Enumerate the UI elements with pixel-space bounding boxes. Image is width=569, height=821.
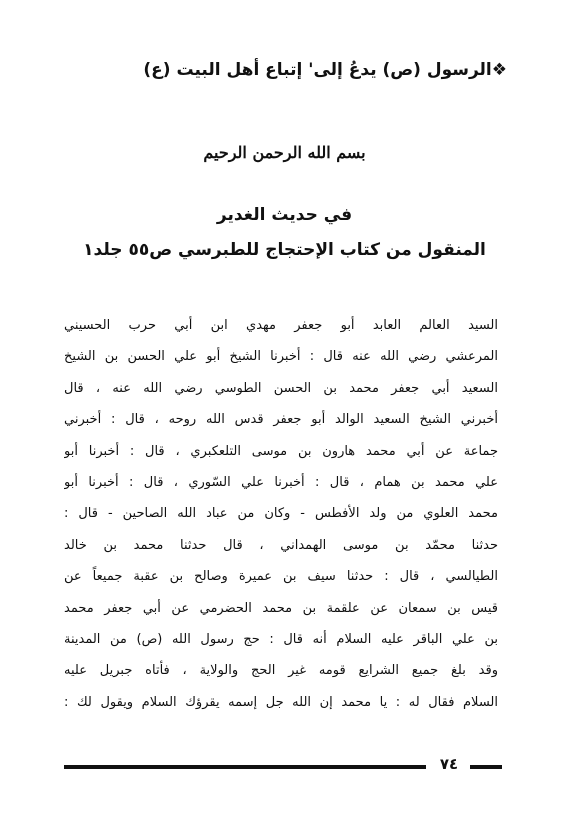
text-line: حدثنا محمّد بن موسى الهمداني ، قال حدثنا محمد بن خالد bbox=[64, 537, 498, 553]
text-line: السعيد أبي جعفر محمد بن الحسن الطوسي رضي الله عنه ، قال bbox=[64, 380, 498, 396]
text-line: محمد العلوي من ولد الأفطس - وكان من عباد الله الصاحين - قال : bbox=[64, 506, 498, 522]
text-line: وقد بلغ جميع الشرايع قومه غير الحج والولاية ، فأتاه جبريل عليه bbox=[64, 663, 498, 679]
text-line: الطيالسي ، قال : حدثنا سيف بن عميرة وصالح بن عقبة جميعاً عن bbox=[64, 569, 498, 585]
text-line: السلام فقال له : يا محمد إن الله جل إسمه يقرؤك السلام ويقول لك : bbox=[64, 694, 498, 710]
text-line: قيس بن سمعان عن علقمة بن محمد الحضرمي عن أبي جعفر محمد bbox=[64, 600, 498, 616]
section-subtitle: المنقول من كتاب الإحتجاج للطبرسي ص٥٥ جلد١ bbox=[83, 240, 486, 260]
footer-rule-right bbox=[470, 765, 502, 769]
page-number: ٧٤ bbox=[439, 755, 459, 773]
text-line: علي محمد بن همام ، قال : أخبرنا علي السّوري ، قال : أخبرنا أبو bbox=[64, 474, 498, 490]
text-line: بن علي الباقر عليه السلام أنه قال : حج رسول الله (ص) من المدينة bbox=[64, 631, 498, 647]
text-line: السيد العالم العابد أبو جعفر مهدي ابن أبي حرب الحسيني bbox=[64, 318, 498, 333]
text-line: جماعة عن أبي محمد هارون بن موسى التلعكبري ، قال : أخبرنا أبو bbox=[64, 443, 498, 459]
body-text bbox=[64, 310, 498, 718]
text-line: المرعشي رضي الله عنه قال : أخبرنا الشيخ أبو علي الحسن بن الشيخ bbox=[64, 349, 498, 365]
basmala: بسم الله الرحمن الرحيم bbox=[203, 143, 366, 162]
text-line: أخبرني الشيخ السعيد الوالد أبو جعفر قدس الله روحه ، قال : أخبرني bbox=[64, 412, 498, 428]
page-header: ❖الرسول (ص) يدعُ إلى' إتباع أهل البيت (ع) bbox=[143, 60, 507, 80]
footer-rule-left bbox=[64, 765, 426, 769]
section-title: في حديث الغدير bbox=[216, 205, 353, 225]
